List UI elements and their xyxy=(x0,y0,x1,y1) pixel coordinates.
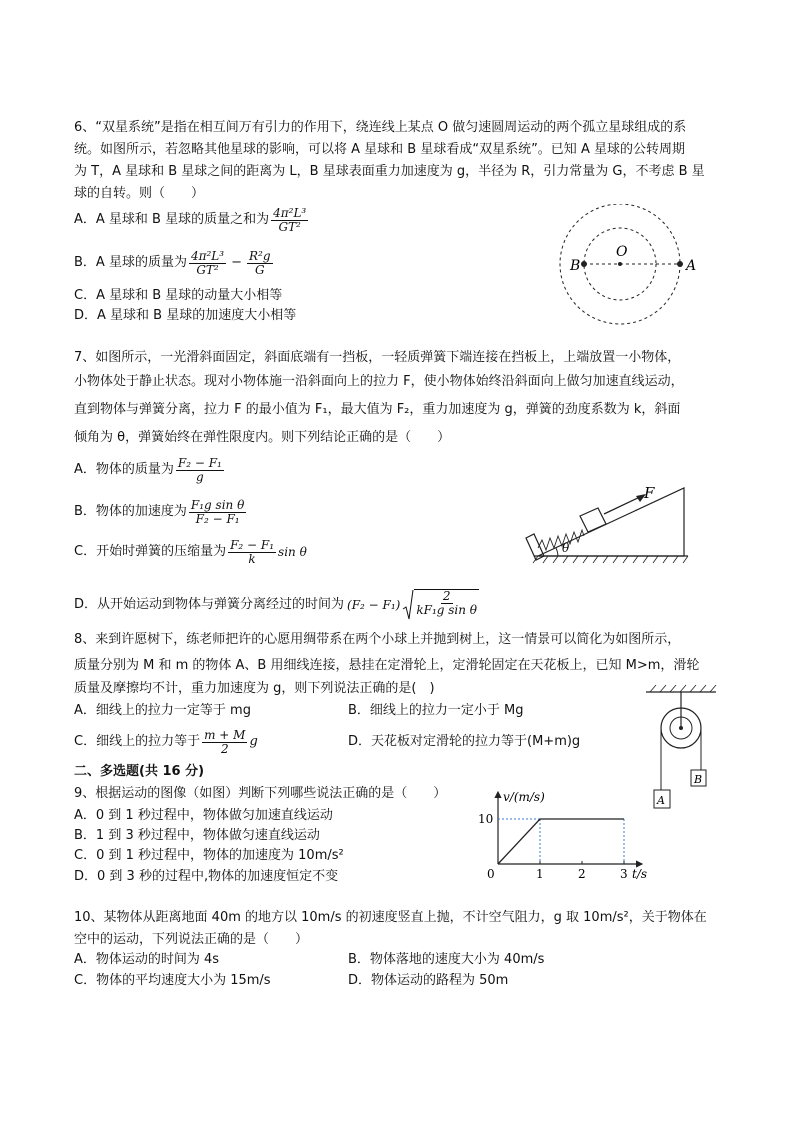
q6-option-a-fraction xyxy=(271,207,308,234)
q9-option-c: C．0 到 1 秒过程中，物体的加速度为 10m/s² xyxy=(74,848,344,863)
x-tick-label: 0 xyxy=(487,867,495,881)
label-force: F xyxy=(644,484,655,502)
q7-incline-figure xyxy=(524,484,694,566)
q8-option-a: A．细线上的拉力一定等于 mg xyxy=(74,703,251,718)
q9-option-d: D．0 到 3 秒的过程中,物体的加速度恒定不变 xyxy=(74,869,339,884)
fraction-numerator: F₂ − F₁ xyxy=(230,537,275,552)
label-theta: θ xyxy=(562,541,570,555)
q8-line1: 8、来到许愿树下，练老师把许的心愿用绸带系在两个小球上并抛到树上，这一情景可以简化为如图所示， xyxy=(74,632,681,647)
q7-line2: 小物体处于静止状态。现对小物体施一沿斜面向上的拉力 F，使小物体始终沿斜面向上做匀加速直线运动， xyxy=(74,374,684,389)
velocity-series-line xyxy=(498,819,624,864)
label-o: O xyxy=(616,244,628,260)
y-tick-label: 10 xyxy=(478,812,494,826)
q10-option-d: D．物体运动的路程为 50m xyxy=(348,973,509,988)
q10-option-c: C．物体的平均速度大小为 15m/s xyxy=(74,973,271,988)
force-difference: (F₂ − F₁) xyxy=(347,598,401,612)
ground-hatching xyxy=(533,556,688,563)
q8-line3: 质量及摩擦均不计，重力加速度为 g，则下列说法正确的是( ) xyxy=(74,681,435,696)
q9-option-a: A．0 到 1 秒过程中，物体做匀加速直线运动 xyxy=(74,808,333,823)
q9-line1: 9、根据运动的图像（如图）判断下列哪些说法正确的是（ ） xyxy=(74,786,447,801)
fraction-numerator: 4π²L³ xyxy=(190,248,225,263)
x-tick-label: 1 xyxy=(536,867,544,881)
label-a: A xyxy=(686,258,697,274)
q6-line1: 6、“双星系统”是指在相互间万有引力的作用下，绕连线上某点 O 做匀速圆周运动的两个孤立星球组成的系 xyxy=(74,120,687,135)
q9-velocity-time-chart xyxy=(470,786,660,886)
q6-option-b-text: B．A 星球的质量为 xyxy=(74,255,187,270)
q6-line3: 为 T，A 星球和 B 星球之间的距离为 L，B 星球表面重力加速度为 g，半径为 R，引力常量为 G，不考虑 B 星 xyxy=(74,164,705,179)
fraction-denominator: kF₁g sin θ xyxy=(416,603,478,617)
q7-option-d-fraction xyxy=(414,589,479,621)
spring xyxy=(538,530,584,550)
q6-option-b-fraction-1 xyxy=(189,250,226,277)
q10-line2: 空中的运动，下列说法正确的是（ ） xyxy=(74,932,309,947)
center-point-o xyxy=(618,262,622,266)
q6-line2: 统。如图所示，若忽略其他星球的影响，可以将 A 星球和 B 星球看成“双星系统”。已知 A 星球的公转周期 xyxy=(74,142,685,157)
label-b: B xyxy=(570,258,581,274)
x-tick-label: 2 xyxy=(578,867,586,881)
q6-binary-star-figure xyxy=(556,204,706,328)
q9-option-b: B．1 到 3 秒过程中，物体做匀速直线运动 xyxy=(74,828,320,843)
q6-option-d: D．A 星球和 B 星球的加速度大小相等 xyxy=(74,308,297,323)
q8-line2: 质量分别为 M 和 m 的物体 A、B 用细线连接，悬挂在定滑轮上，定滑轮固定在天花板上，已知 M>m，滑轮 xyxy=(74,658,700,673)
q6-option-c: C．A 星球和 B 星球的动量大小相等 xyxy=(74,288,283,303)
fraction-numerator: R²g xyxy=(248,248,271,263)
q6-line4: 球的自转。则（ ） xyxy=(74,186,205,201)
x-axis-label: t/s xyxy=(632,867,648,881)
q8-option-b: B．细线上的拉力一定小于 Mg xyxy=(348,703,524,718)
square-root xyxy=(402,589,479,621)
fraction-denominator: GT² xyxy=(196,262,219,277)
q7-option-b xyxy=(74,496,248,528)
q7-option-a-text: A．物体的质量为 xyxy=(74,462,174,477)
q7-option-a xyxy=(74,454,226,486)
minus-sign: − xyxy=(231,255,242,270)
star-a xyxy=(677,261,683,267)
q8-option-d: D．天花板对定滑轮的拉力等于(M+m)g xyxy=(348,734,581,749)
gravity-symbol: g xyxy=(249,734,258,749)
star-b xyxy=(581,261,587,267)
label-b: B xyxy=(694,773,703,786)
block xyxy=(580,508,606,532)
q7-option-c-fraction xyxy=(228,539,276,566)
q6-option-a xyxy=(74,206,310,234)
fraction-denominator: k xyxy=(248,551,256,566)
q10-option-a: A．物体运动的时间为 4s xyxy=(74,952,220,967)
force-arrow xyxy=(604,496,642,514)
fraction-numerator: F₁g sin θ xyxy=(190,497,245,512)
q10-option-b: B．物体落地的速度大小为 40m/s xyxy=(348,952,545,967)
y-axis-label: v/(m/s) xyxy=(503,790,545,804)
q6-option-a-text: A．A 星球和 B 星球的质量之和为 xyxy=(74,212,270,227)
fraction-numerator: 2 xyxy=(442,589,451,603)
fraction-denominator: F₂ − F₁ xyxy=(195,511,240,526)
q10-line1: 10、某物体从距离地面 40m 的地方以 10m/s 的初速度竖直上抛，不计空气阻力，g 取 10m/s²，关于物体在 xyxy=(74,910,707,925)
q7-option-b-text: B．物体的加速度为 xyxy=(74,504,187,519)
q8-option-c xyxy=(74,726,258,758)
x-tick-label: 3 xyxy=(620,867,628,881)
q8-option-c-text: C．细线上的拉力等于 xyxy=(74,734,201,749)
q7-option-c-text: C．开始时弹簧的压缩量为 xyxy=(74,544,227,559)
fraction-numerator: 4π²L³ xyxy=(273,205,307,220)
fraction-denominator: GT² xyxy=(278,219,301,234)
fraction-denominator: 2 xyxy=(220,741,229,756)
q7-option-c xyxy=(74,536,307,568)
incline xyxy=(538,488,684,556)
fraction-numerator: m + M xyxy=(204,727,246,742)
q7-line1: 7、如图所示，一光滑斜面固定，斜面底端有一挡板，一轻质弹簧下端连接在挡板上，上端放置一小物体， xyxy=(74,350,681,365)
q7-line4: 倾角为 θ，弹簧始终在弹性限度内。则下列结论正确的是（ ） xyxy=(74,430,451,445)
sin-theta: sin θ xyxy=(278,545,307,559)
q7-option-a-fraction xyxy=(176,457,224,484)
section-heading: 二、多选题(共 16 分) xyxy=(74,764,205,779)
q6-option-b-fraction-2 xyxy=(247,250,273,277)
fraction-numerator: F₂ − F₁ xyxy=(177,455,222,470)
q7-line3: 直到物体与弹簧分离，拉力 F 的最小值为 F₁，最大值为 F₂，重力加速度为 g，弹簧的劲度系数为 k，斜面 xyxy=(74,402,681,417)
q7-option-b-fraction xyxy=(189,499,246,526)
q7-option-d xyxy=(74,588,479,622)
ceiling-hatching xyxy=(650,685,716,692)
radical-sign-icon xyxy=(402,589,414,621)
q6-option-b xyxy=(74,248,275,278)
fraction-denominator: g xyxy=(196,469,204,484)
q8-option-c-fraction xyxy=(202,729,247,756)
fraction-denominator: G xyxy=(254,262,265,277)
q7-option-d-text: D．从开始运动到物体与弹簧分离经过的时间为 xyxy=(74,597,345,612)
label-a: A xyxy=(657,794,665,807)
